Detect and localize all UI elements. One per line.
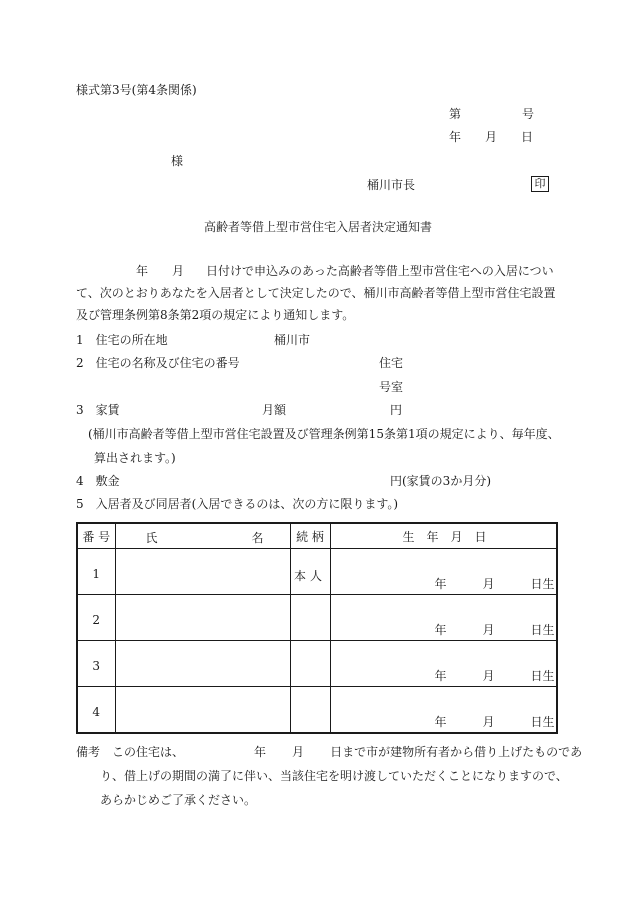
- intro-month: 月: [172, 264, 185, 278]
- intro-line-2: て、次のとおりあなたを入居者として決定したので、桶川市高齢者等借上型市営住宅設置: [76, 286, 556, 300]
- row-number-text: 1: [92, 567, 101, 581]
- row-number: [77, 641, 115, 687]
- row-name: [115, 641, 290, 687]
- row-name: [115, 549, 290, 595]
- seal-stamp: 印: [531, 176, 549, 192]
- header-name-a: 氏: [145, 531, 158, 545]
- table-row: [77, 595, 557, 641]
- form-number: 様式第3号(第4条関係): [76, 83, 197, 97]
- intro-line-3: 及び管理条例第8条第2項の規定により通知します。: [76, 308, 355, 322]
- row-relation: [290, 641, 330, 687]
- remarks-text-a: この住宅は、: [112, 745, 185, 759]
- row-birthdate: [330, 687, 557, 734]
- row-birth-year: 年: [434, 715, 447, 729]
- row-birth-month: 月: [482, 715, 495, 729]
- row-birth-year: 年: [434, 623, 447, 637]
- table-row: [77, 687, 557, 734]
- row-birth-day: 日生: [530, 715, 555, 729]
- table-header-row: [77, 523, 557, 549]
- row-birthdate: [330, 641, 557, 687]
- row-number-text: 4: [92, 705, 101, 719]
- addressee-suffix: 様: [171, 154, 184, 168]
- row-number: [77, 549, 115, 595]
- remarks-month: 月: [292, 745, 305, 759]
- table-row: [77, 641, 557, 687]
- item-5-label: 5 入居者及び同居者(入居できるのは、次の方に限ります。): [76, 497, 399, 511]
- header-name-b: 名: [251, 531, 264, 545]
- item-3-monthly: 月額: [262, 403, 287, 417]
- item-2-value-house: 住宅: [379, 356, 404, 370]
- date-month: 月: [485, 130, 498, 144]
- header-birthdate: [330, 523, 557, 549]
- item-2-value-room: 号室: [379, 380, 404, 394]
- row-number-text: 2: [92, 613, 101, 627]
- header-number: 番 号: [77, 523, 115, 549]
- row-birth-day: 日生: [530, 623, 555, 637]
- intro-year: 年: [136, 264, 149, 278]
- table-row: [77, 549, 557, 595]
- row-relation: [290, 549, 330, 595]
- header-name: [115, 523, 290, 549]
- residents-table: [76, 522, 558, 734]
- intro-text: 日付けで申込みのあった高齢者等借上型市営住宅への入居につい: [206, 264, 554, 278]
- remarks-line-1: [76, 744, 582, 760]
- date-year: 年: [449, 130, 462, 144]
- row-number: [77, 687, 115, 734]
- remarks-label: 備考: [76, 745, 101, 759]
- item-1-value: 桶川市: [274, 333, 311, 347]
- row-birth-year: 年: [434, 577, 447, 591]
- intro-paragraph: [76, 260, 564, 326]
- row-relation-text: 本人: [293, 569, 326, 583]
- item-4-label: 4 敷金: [76, 474, 120, 488]
- header-birthdate-label: 生 年 月 日: [402, 529, 487, 544]
- row-relation: [290, 595, 330, 641]
- remarks-year: 年: [254, 745, 267, 759]
- row-relation: [290, 687, 330, 734]
- row-birthdate: [330, 549, 557, 595]
- document-title: 高齢者等借上型市営住宅入居者決定通知書: [204, 220, 433, 234]
- row-birth-month: 月: [482, 669, 495, 683]
- date-day: 日: [521, 130, 534, 144]
- number-prefix: 第: [449, 107, 462, 121]
- row-birth-day: 日生: [530, 669, 555, 683]
- item-2-label: 2 住宅の名称及び住宅の番号: [76, 356, 240, 370]
- row-birth-month: 月: [482, 623, 495, 637]
- row-birth-day: 日生: [530, 577, 555, 591]
- row-birth-month: 月: [482, 577, 495, 591]
- intro-line-1: [76, 260, 564, 282]
- header-relation: 続 柄: [290, 523, 330, 549]
- remarks-text-b: 日まで市が建物所有者から借り上げたものであ: [330, 745, 583, 759]
- issuer: 桶川市長: [367, 178, 416, 192]
- row-name: [115, 595, 290, 641]
- row-name: [115, 687, 290, 734]
- row-number-text: 3: [92, 659, 101, 673]
- item-3-yen: 円: [390, 403, 403, 417]
- row-birthdate: [330, 595, 557, 641]
- item-3-label: 3 家賃: [76, 403, 120, 417]
- remarks-line-2: り、借上げの期間の満了に伴い、当該住宅を明け渡していただくことになりますので、: [100, 769, 568, 783]
- row-number: [77, 595, 115, 641]
- item-3-note-2: 算出されます。): [94, 451, 176, 465]
- item-3-note-1: (桶川市高齢者等借上型市営住宅設置及び管理条例第15条第1項の規定により、毎年度、: [88, 427, 560, 441]
- number-suffix: 号: [522, 107, 535, 121]
- remarks-line-3: あらかじめご了承ください。: [100, 793, 257, 807]
- row-birth-year: 年: [434, 669, 447, 683]
- item-1-label: 1 住宅の所在地: [76, 333, 168, 347]
- item-4-value: 円(家賃の3か月分): [390, 474, 491, 488]
